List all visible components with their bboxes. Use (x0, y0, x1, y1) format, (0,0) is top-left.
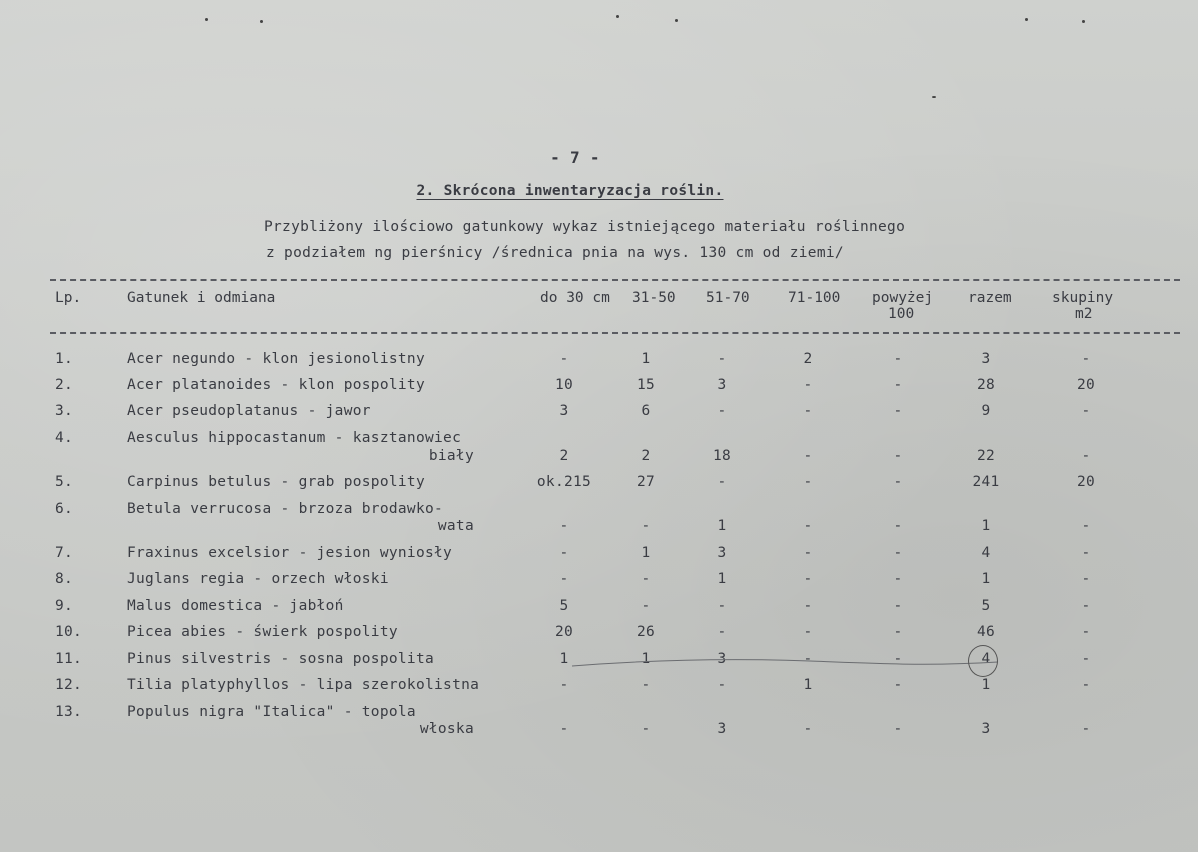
row-value: 26 (636, 624, 656, 640)
col-header-lp: Lp. (55, 290, 82, 306)
col-header-71-100: 71-100 (788, 290, 841, 306)
paper-speck (675, 19, 678, 22)
row-value: 2 (559, 448, 569, 464)
col-header-do30: do 30 cm (540, 290, 610, 306)
row-lp: 4. (55, 430, 74, 446)
row-value: - (1081, 351, 1091, 367)
row-value: - (641, 677, 651, 693)
row-value: 15 (636, 377, 656, 393)
row-lp: 13. (55, 704, 83, 720)
row-species: Picea abies - świerk pospolity (127, 624, 398, 640)
row-species-continued: biały (428, 448, 474, 464)
row-lp: 10. (55, 624, 83, 640)
row-lp: 8. (55, 571, 74, 587)
row-value: 2 (803, 351, 813, 367)
section-heading (0, 183, 1140, 199)
table-header-rule (50, 332, 1180, 334)
row-value: 4 (981, 545, 991, 561)
pencil-underline (570, 652, 1000, 674)
row-value: - (803, 571, 813, 587)
row-lp: 6. (55, 501, 74, 517)
row-species: Carpinus betulus - grab pospolity (127, 474, 425, 490)
row-value: 3 (717, 377, 727, 393)
row-value: 1 (717, 571, 727, 587)
row-value: - (559, 351, 569, 367)
row-value: - (641, 518, 651, 534)
row-lp: 9. (55, 598, 74, 614)
row-value: 2 (641, 448, 651, 464)
row-value: 22 (976, 448, 996, 464)
row-value: 27 (636, 474, 656, 490)
row-value: - (803, 474, 813, 490)
row-value: - (893, 351, 903, 367)
row-species-continued: włoska (419, 721, 474, 737)
row-value: - (893, 545, 903, 561)
row-value: - (893, 377, 903, 393)
row-value: - (1081, 571, 1091, 587)
row-species: Aesculus hippocastanum - kasztanowiec (127, 430, 462, 446)
col-header-powyzej: powyżej (872, 290, 934, 306)
col-header-powyzej-100: 100 (888, 306, 915, 322)
paper-speck (616, 15, 619, 18)
paper-speck (1082, 20, 1085, 23)
row-species: Malus domestica - jabłoń (127, 598, 344, 614)
row-value: - (717, 624, 727, 640)
row-value: 3 (981, 721, 991, 737)
row-value: - (893, 677, 903, 693)
col-header-51-70: 51-70 (706, 290, 750, 306)
row-value: 1 (641, 351, 651, 367)
row-species: Fraxinus excelsior - jesion wyniosły (127, 545, 453, 561)
row-value: 18 (712, 448, 732, 464)
paper-speck (1025, 18, 1028, 21)
row-value: - (717, 677, 727, 693)
row-value: - (893, 651, 903, 667)
subtitle-line-1: Przybliżony ilościowo gatunkowy wykaz istniejącego materiału roślinnego (264, 219, 906, 235)
paper-speck (205, 18, 208, 21)
page-number: - 7 - (550, 148, 600, 167)
row-value: 20 (554, 624, 574, 640)
pencil-circle (968, 645, 998, 677)
row-value: 20 (1076, 377, 1096, 393)
row-value: - (1081, 677, 1091, 693)
col-header-31-50: 31-50 (632, 290, 676, 306)
row-value: - (803, 403, 813, 419)
row-value: - (641, 598, 651, 614)
row-value: 241 (972, 474, 1000, 490)
row-value: - (1081, 721, 1091, 737)
row-value: 5 (981, 598, 991, 614)
paper-speck (260, 20, 263, 23)
row-lp: 11. (55, 651, 83, 667)
row-value: - (717, 474, 727, 490)
row-species: Populus nigra "Italica" - topola (127, 704, 416, 720)
row-species: Acer negundo - klon jesionolistny (127, 351, 425, 367)
row-value: 1 (559, 651, 569, 667)
row-value: - (803, 721, 813, 737)
section-heading-text: 2. Skrócona inwentaryzacja roślin. (416, 183, 724, 199)
row-value: - (803, 624, 813, 640)
col-header-m2: m2 (1075, 306, 1093, 322)
row-lp: 3. (55, 403, 74, 419)
row-value: - (803, 598, 813, 614)
row-value: 4 (981, 651, 991, 667)
row-value: 3 (559, 403, 569, 419)
row-value: 28 (976, 377, 996, 393)
row-value: - (1081, 518, 1091, 534)
row-value: - (717, 598, 727, 614)
row-value: 3 (717, 545, 727, 561)
table-top-rule (50, 279, 1180, 281)
row-species: Acer pseudoplatanus - jawor (127, 403, 371, 419)
row-lp: 1. (55, 351, 74, 367)
row-value: - (1081, 448, 1091, 464)
row-value: 3 (981, 351, 991, 367)
row-value: 1 (803, 677, 813, 693)
row-lp: 12. (55, 677, 83, 693)
row-lp: 2. (55, 377, 74, 393)
row-value: 3 (717, 651, 727, 667)
col-header-species: Gatunek i odmiana (127, 290, 276, 306)
row-value: - (559, 518, 569, 534)
row-value: 9 (981, 403, 991, 419)
row-value: - (893, 403, 903, 419)
row-value: - (717, 351, 727, 367)
row-value: - (893, 598, 903, 614)
row-value: - (803, 651, 813, 667)
row-lp: 5. (55, 474, 74, 490)
row-species: Acer platanoides - klon pospolity (127, 377, 425, 393)
row-value: - (893, 571, 903, 587)
row-value: - (893, 448, 903, 464)
row-value: 20 (1076, 474, 1096, 490)
row-species-continued: wata (437, 518, 474, 534)
row-value: 10 (554, 377, 574, 393)
row-species: Pinus silvestris - sosna pospolita (127, 651, 435, 667)
row-value: - (803, 377, 813, 393)
row-value: - (1081, 545, 1091, 561)
row-value: - (1081, 651, 1091, 667)
row-value: - (803, 448, 813, 464)
row-value: ok.215 (536, 474, 592, 490)
row-value: 1 (981, 677, 991, 693)
row-value: 1 (981, 571, 991, 587)
row-value: - (717, 403, 727, 419)
row-species: Tilia platyphyllos - lipa szerokolistna (127, 677, 480, 693)
row-value: 1 (981, 518, 991, 534)
row-value: - (641, 571, 651, 587)
row-species: Betula verrucosa - brzoza brodawko- (127, 501, 444, 517)
row-value: - (559, 721, 569, 737)
row-lp: 7. (55, 545, 74, 561)
row-value: - (893, 518, 903, 534)
row-value: - (803, 518, 813, 534)
col-header-skupiny: skupiny (1052, 290, 1114, 306)
row-value: - (559, 677, 569, 693)
row-value: 5 (559, 598, 569, 614)
row-value: - (641, 721, 651, 737)
row-value: 1 (717, 518, 727, 534)
row-value: - (1081, 624, 1091, 640)
subtitle-line-2: z podziałem ng pierśnicy /średnica pnia na wys. 130 cm od ziemi/ (266, 245, 844, 261)
row-value: - (1081, 598, 1091, 614)
row-value: - (893, 721, 903, 737)
row-value: - (559, 545, 569, 561)
row-value: 3 (717, 721, 727, 737)
paper-speck (932, 96, 936, 98)
row-value: - (559, 571, 569, 587)
row-value: 1 (641, 545, 651, 561)
row-value: 6 (641, 403, 651, 419)
row-value: 46 (976, 624, 996, 640)
row-species: Juglans regia - orzech włoski (127, 571, 389, 587)
row-value: - (1081, 403, 1091, 419)
row-value: - (893, 624, 903, 640)
row-value: - (893, 474, 903, 490)
row-value: 1 (641, 651, 651, 667)
row-value: - (803, 545, 813, 561)
col-header-razem: razem (968, 290, 1012, 306)
